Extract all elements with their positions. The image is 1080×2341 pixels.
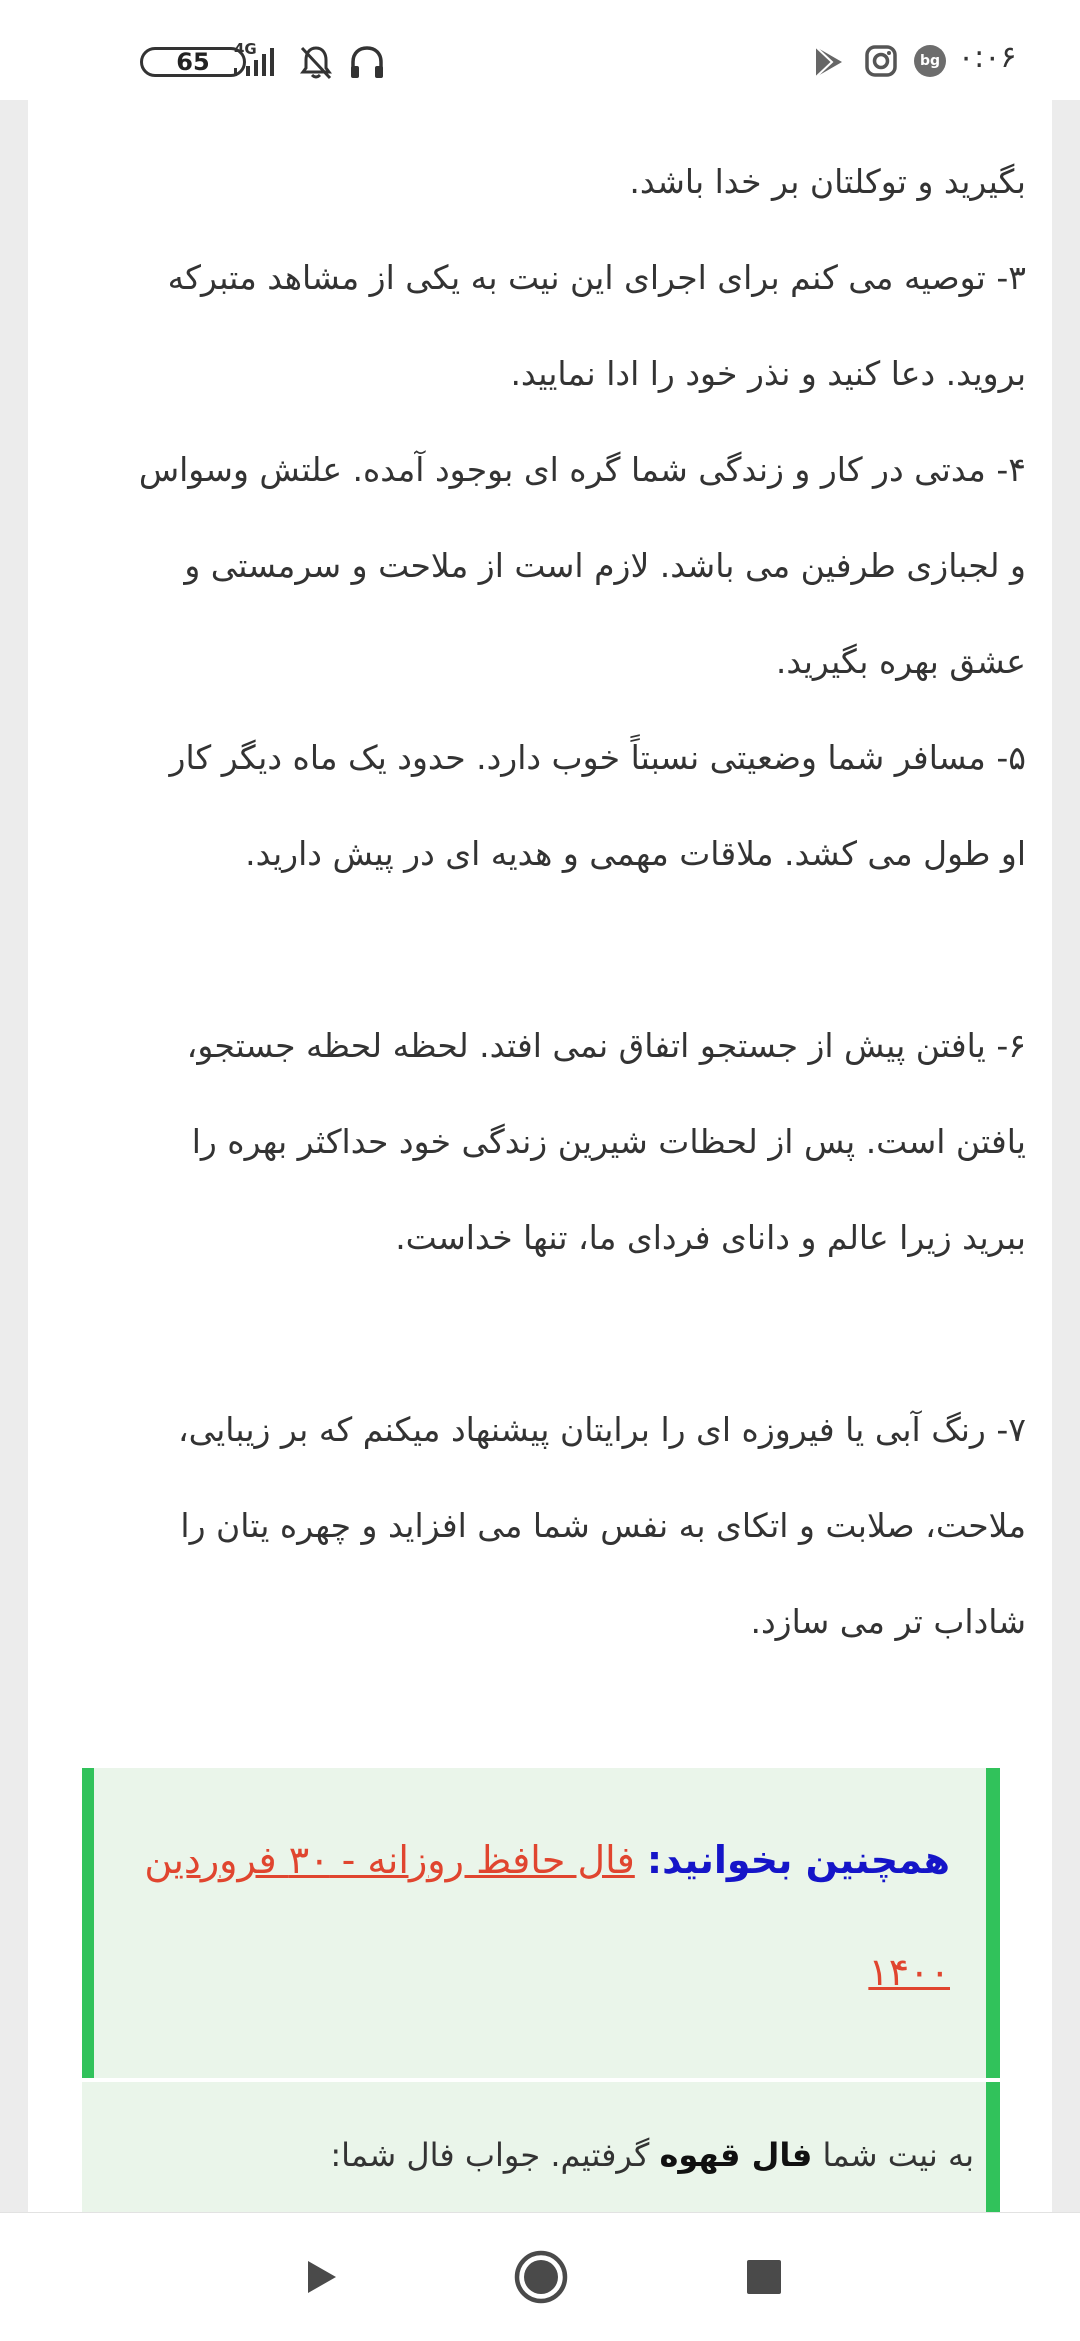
also-read-box bbox=[82, 1768, 1000, 2078]
back-play-icon bbox=[300, 2257, 340, 2297]
article-paragraph-3: ۳- توصیه می کنم برای اجرای این نیت به یکی از مشاهد متبرکه بروید. دعا کنید و نذر خود را ادا نمایید. bbox=[167, 258, 1026, 393]
bg-app-icon: bg bbox=[914, 45, 946, 77]
signal-icon bbox=[230, 40, 286, 78]
recents-square-icon bbox=[745, 2258, 783, 2296]
also-read-link[interactable]: فال حافظ روزانه - ۳۰ فروردین ۱۴۰۰ bbox=[144, 1838, 950, 1994]
article-paragraph-6: ۶- یافتن پیش از جستجو اتفاق نمی افتد. لحظه لحظه جستجو، یافتن است. پس از لحظات شیرین زندگی خود حداکثر بهره را ببرید زیرا عالم و دانای فردای ما، تنها خداست. bbox=[186, 1026, 1026, 1257]
navigation-bar bbox=[0, 2212, 1080, 2341]
home-circle-icon bbox=[513, 2249, 569, 2305]
instagram-icon bbox=[864, 44, 898, 78]
status-time: ۰:۰۶ bbox=[958, 40, 1017, 75]
bell-muted-icon bbox=[298, 44, 334, 80]
recents-button[interactable] bbox=[704, 2213, 824, 2341]
back-button[interactable] bbox=[260, 2213, 380, 2341]
article-paragraph-4: ۴- مدتی در کار و زندگی شما گره ای بوجود آمده. علتش وسواس و لجبازی طرفین می باشد. لازم است از ملاحت و سرمستی و عشق بهره بگیرید. bbox=[138, 450, 1026, 681]
result-text-bold: فال قهوه bbox=[659, 2136, 813, 2174]
article-paragraph-7: ۷- رنگ آبی یا فیروزه ای را برایتان پیشنهاد میکنم که بر زیبایی، ملاحت، صلابت و اتکای به نفس شما می افزاید و چهره یتان را شاداب تر می سازد. bbox=[177, 1410, 1026, 1641]
headphones-icon bbox=[348, 44, 386, 80]
article-paragraph-5: ۵- مسافر شما وضعیتی نسبتاً خوب دارد. حدود یک ماه دیگر کار او طول می کشد. ملاقات مهمی و هدیه ای در پیش دارید. bbox=[169, 738, 1026, 873]
play-store-icon bbox=[812, 44, 846, 80]
article-paragraph-tail: بگیرید و توکلتان بر خدا باشد. bbox=[629, 162, 1026, 201]
status-bar bbox=[0, 0, 1080, 100]
result-box bbox=[82, 2082, 1000, 2212]
home-button[interactable] bbox=[481, 2213, 601, 2341]
also-read-content bbox=[134, 1804, 950, 2028]
result-text-after: گرفتیم. جواب فال شما: bbox=[330, 2136, 660, 2174]
also-read-prefix: همچنین بخوانید: bbox=[646, 1838, 950, 1882]
battery-indicator: 65 bbox=[140, 47, 246, 77]
network-type: 4G bbox=[234, 40, 257, 58]
result-text bbox=[330, 2136, 974, 2174]
result-text-before: به نیت شما bbox=[812, 2136, 974, 2174]
